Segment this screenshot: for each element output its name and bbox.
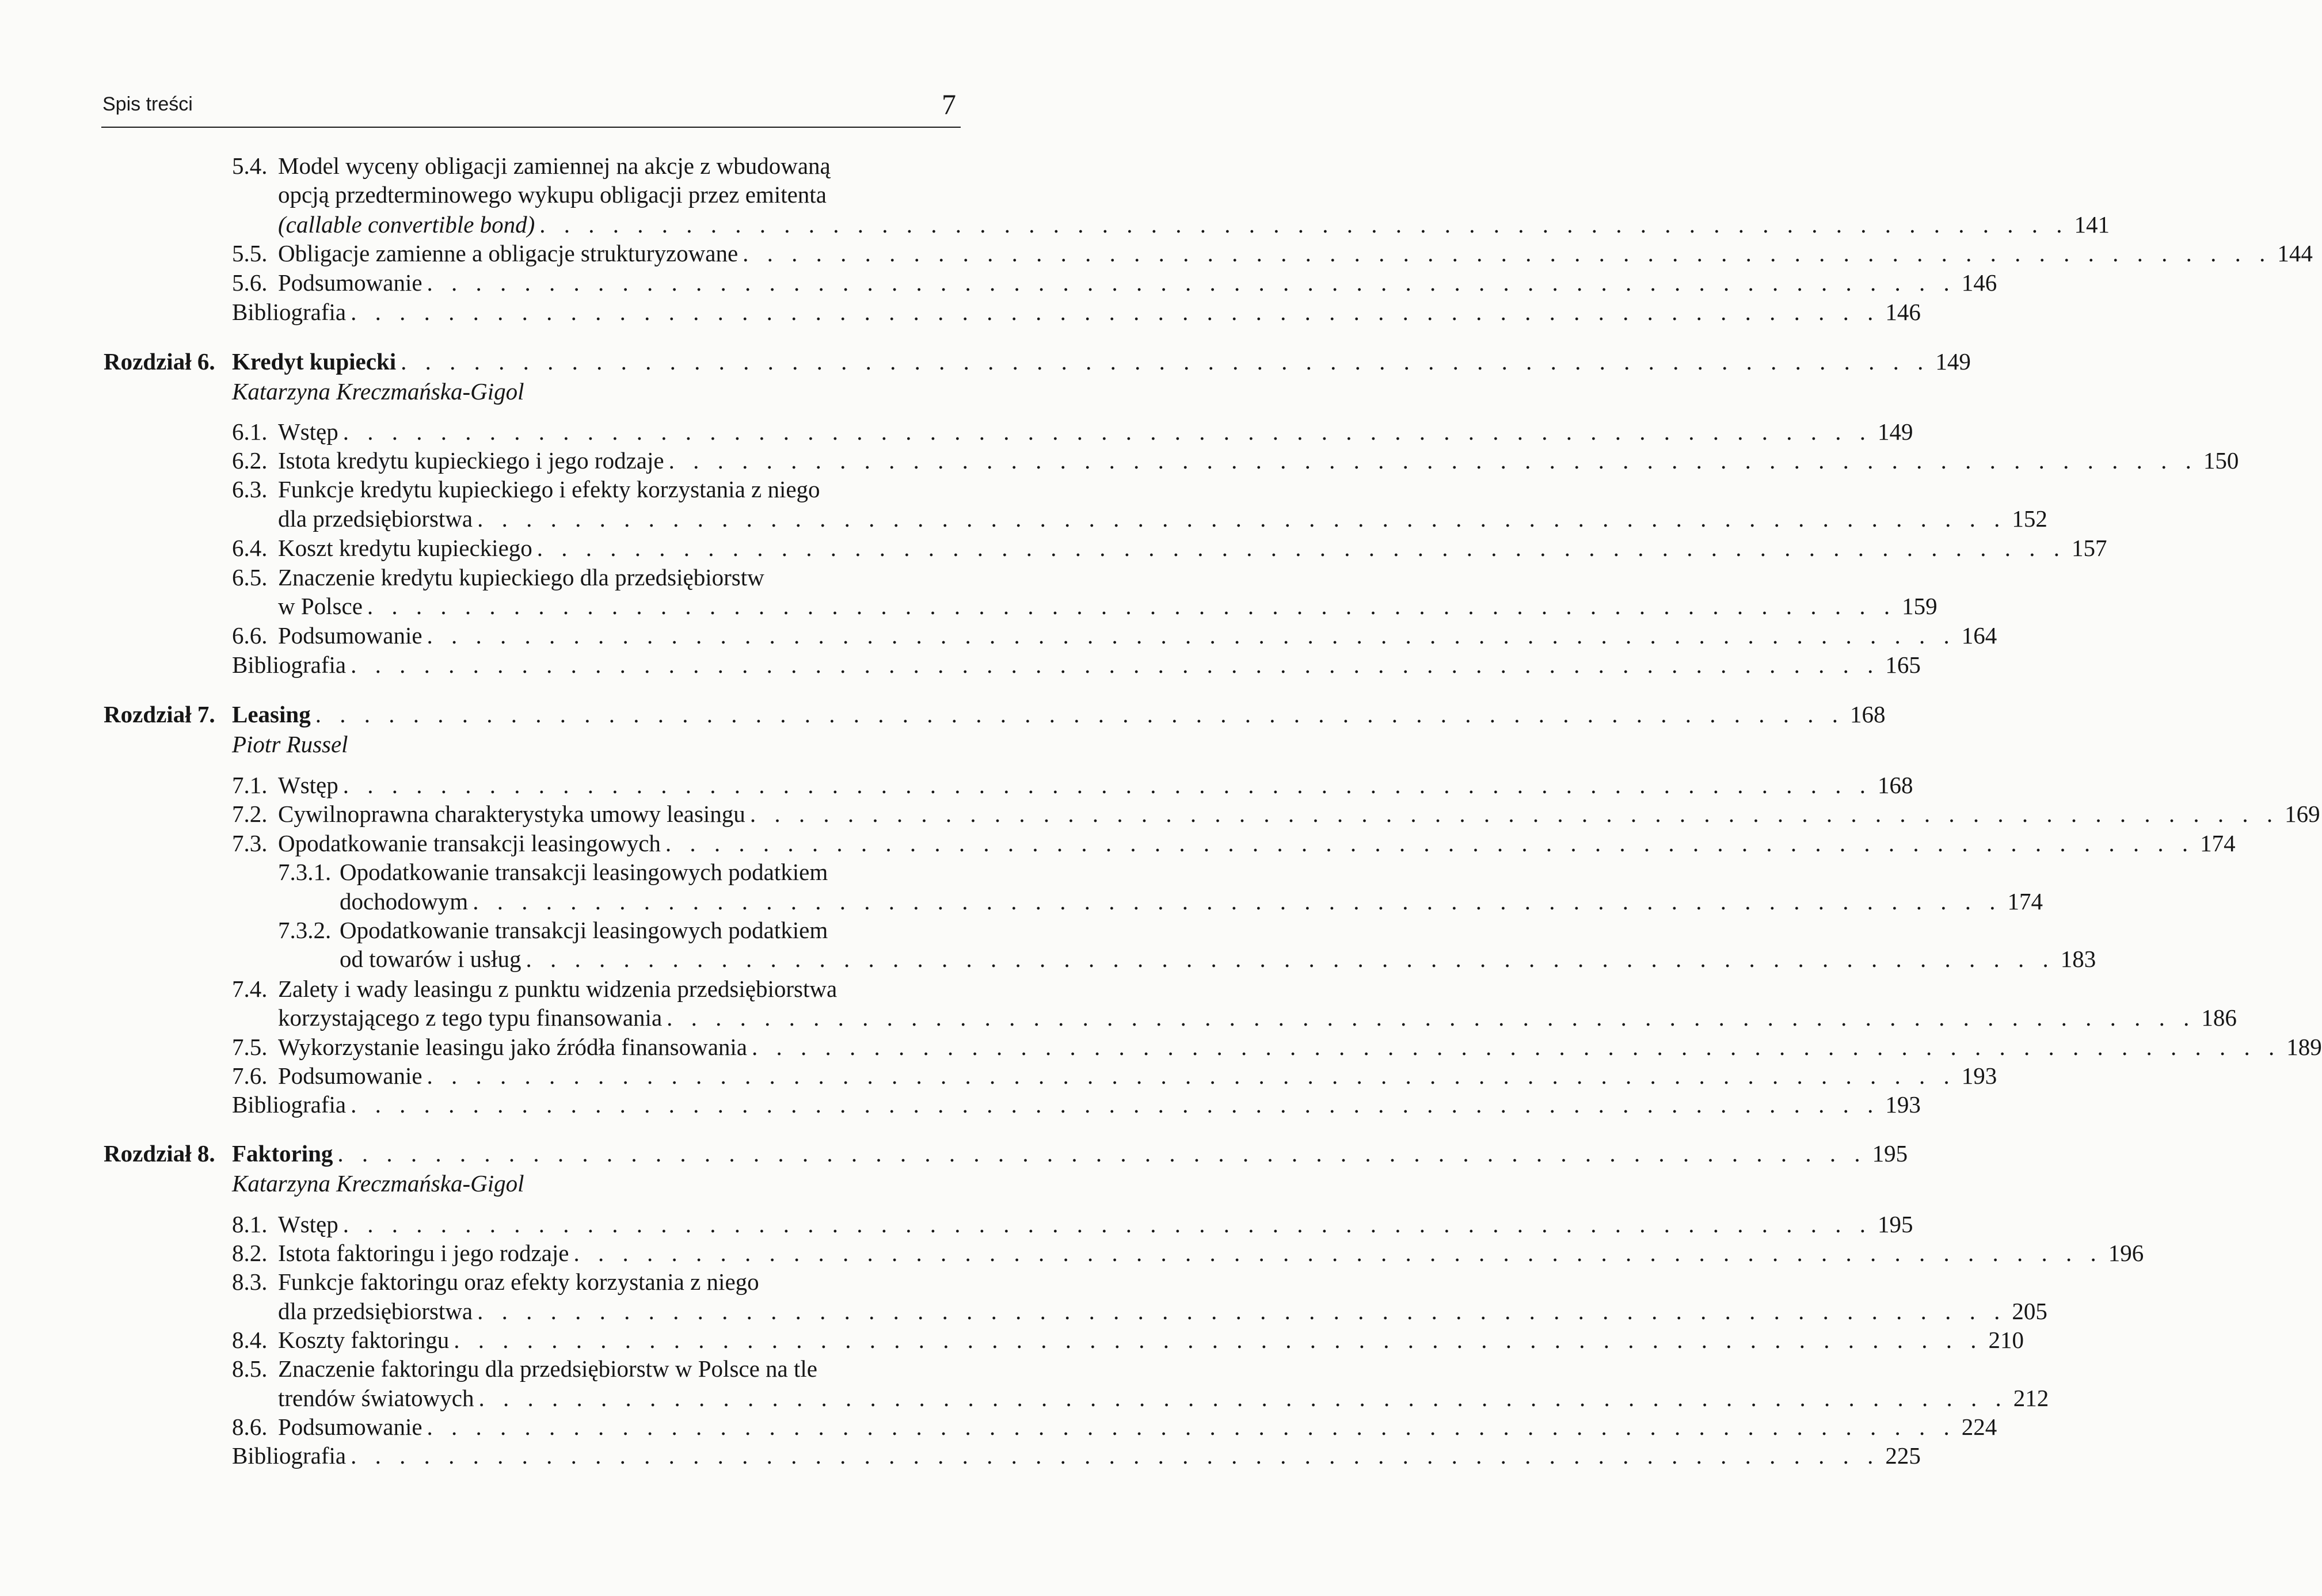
toc-entry-title: Wstęp	[278, 772, 338, 798]
toc-num: 8.5.	[232, 1355, 268, 1382]
toc-entry-title: od towarów i usług	[340, 946, 522, 972]
toc-entry-line[interactable]: Opodatkowanie transakcji leasingowych podatkiem	[340, 859, 828, 885]
toc-entry-title: (callable convertible bond)	[278, 211, 535, 238]
dot-leader: . . . . . . . . . . . . . . . . . . . . . . . . . . . . . . . . . . . . . . . . . . . . . . . . . . . . . . . . . . . . . . .	[427, 1414, 1956, 1440]
dot-leader: . . . . . . . . . . . . . . . . . . . . . . . . . . . . . . . . . . . . . . . . . . . . . . . . . . . . . . . . . . . . . . .	[539, 211, 2069, 238]
toc-entry-line[interactable]: Funkcje faktoringu oraz efekty korzystania z niego	[278, 1269, 759, 1295]
toc-num: 5.4.	[232, 153, 268, 179]
toc-page: 183	[2060, 946, 2096, 972]
toc-num: 7.3.2.	[278, 917, 332, 943]
toc-page: 157	[2072, 535, 2107, 561]
toc-num: 8.6.	[232, 1414, 268, 1440]
toc-entry-line[interactable]: Funkcje kredytu kupieckiego i efekty korzystania z niego	[278, 476, 820, 502]
toc-entry[interactable]	[278, 210, 2110, 239]
toc-num: 5.5.	[232, 240, 268, 266]
toc-entry-title: Bibliografia	[232, 299, 347, 325]
toc-entry-bibliography[interactable]	[232, 1441, 1921, 1470]
dot-leader: . . . . . . . . . . . . . . . . . . . . . . . . . . . . . . . . . . . . . . . . . . . . . . . . . . . . . . . . . . . . . . .	[473, 888, 2002, 915]
toc-page: 225	[1885, 1442, 1921, 1469]
toc-entry-line[interactable]: Model wyceny obligacji zamiennej na akcje z wbudowaną	[278, 153, 831, 179]
toc-num: 6.1.	[232, 418, 268, 445]
dot-leader: . . . . . . . . . . . . . . . . . . . . . . . . . . . . . . . . . . . . . . . . . . . . . . . . . . . . . . . . . . . . . . .	[367, 593, 1897, 619]
chapter-author: Piotr Russel	[232, 731, 348, 757]
toc-page: 224	[1961, 1414, 1997, 1440]
toc-page: 168	[1878, 772, 1913, 798]
toc-entry-line[interactable]: Znaczenie faktoringu dla przedsiębiorstw w Polsce na tle	[278, 1355, 817, 1382]
toc-entry[interactable]	[278, 1061, 1997, 1090]
dot-leader: . . . . . . . . . . . . . . . . . . . . . . . . . . . . . . . . . . . . . . . . . . . . . . . . . . . . . . . . . . . . . . .	[667, 1004, 2196, 1031]
toc-num: 7.3.1.	[278, 859, 332, 885]
toc-entry-title: Istota kredytu kupieckiego i jego rodzaje	[278, 447, 664, 474]
dot-leader: . . . . . . . . . . . . . . . . . . . . . . . . . . . . . . . . . . . . . . . . . . . . . . . . . . . . . . . . . . . . . . .	[477, 1298, 2007, 1324]
toc-page: 186	[2201, 1004, 2237, 1031]
dot-leader: . . . . . . . . . . . . . . . . . . . . . . . . . . . . . . . . . . . . . . . . . . . . . . . . . . . . . . . . . . . . . . .	[342, 772, 1872, 798]
toc-page: 164	[1961, 622, 1997, 649]
dot-leader: . . . . . . . . . . . . . . . . . . . . . . . . . . . . . . . . . . . . . . . . . . . . . . . . . . . . . . . . . . . . . . .	[351, 1442, 1880, 1469]
toc-page: 141	[2074, 211, 2110, 238]
header-page-number: 7	[942, 88, 956, 120]
toc-entry-title: Podsumowanie	[278, 1062, 422, 1089]
dot-leader: . . . . . . . . . . . . . . . . . . . . . . . . . . . . . . . . . . . . . . . . . . . . . . . . . . . . . . . . . . . . . . .	[427, 1062, 1956, 1089]
toc-num: 6.4.	[232, 535, 268, 561]
toc-entry-title: Podsumowanie	[278, 1414, 422, 1440]
toc-entry-line[interactable]: Opodatkowanie transakcji leasingowych podatkiem	[340, 917, 828, 943]
toc-num: 6.3.	[232, 476, 268, 502]
toc-page: 144	[2277, 240, 2313, 266]
chapter-title: Faktoring	[232, 1140, 333, 1167]
dot-leader: . . . . . . . . . . . . . . . . . . . . . . . . . . . . . . . . . . . . . . . . . . . . . . . . . . . . . . . . . . . . . . .	[342, 1211, 1872, 1237]
toc-entry-bibliography[interactable]	[232, 1090, 1921, 1119]
toc-entry[interactable]	[278, 268, 1997, 297]
toc-entry-title: Wykorzystanie leasingu jako źródła finansowania	[278, 1034, 747, 1060]
toc-chapter[interactable]	[232, 347, 1971, 376]
dot-leader: . . . . . . . . . . . . . . . . . . . . . . . . . . . . . . . . . . . . . . . . . . . . . . . . . . . . . . . . . . . . . . .	[478, 1385, 2008, 1411]
toc-page: 165	[1885, 652, 1921, 678]
toc-num: 7.1.	[232, 772, 268, 798]
toc-entry[interactable]	[278, 1239, 2144, 1267]
dot-leader: . . . . . . . . . . . . . . . . . . . . . . . . . . . . . . . . . . . . . . . . . . . . . . . . . . . . . . . . . . . . . . .	[337, 1140, 1867, 1167]
dot-leader: . . . . . . . . . . . . . . . . . . . . . . . . . . . . . . . . . . . . . . . . . . . . . . . . . . . . . . . . . . . . . . .	[536, 535, 2066, 561]
toc-entry-title: dla przedsiębiorstwa	[278, 505, 473, 532]
toc-entry-title: Cywilnoprawna charakterystyka umowy leasingu	[278, 801, 745, 827]
toc-page: 189	[2286, 1034, 2322, 1060]
toc-entry[interactable]	[278, 534, 2107, 562]
toc-entry[interactable]	[278, 1210, 1913, 1239]
toc-entry[interactable]	[340, 887, 2043, 916]
toc-page: 169	[2285, 801, 2320, 827]
dot-leader: . . . . . . . . . . . . . . . . . . . . . . . . . . . . . . . . . . . . . . . . . . . . . . . . . . . . . . . . . . . . . . .	[477, 505, 2007, 532]
toc-num: 7.6.	[232, 1062, 268, 1089]
toc-page: 193	[1961, 1062, 1997, 1089]
toc-page: 174	[2007, 888, 2043, 915]
dot-leader: . . . . . . . . . . . . . . . . . . . . . . . . . . . . . . . . . . . . . . . . . . . . . . . . . . . . . . . . . . . . . . .	[351, 1091, 1880, 1118]
toc-entry[interactable]	[278, 1003, 2237, 1032]
toc-entry[interactable]	[278, 1297, 2047, 1325]
toc-entry[interactable]	[278, 1412, 1997, 1441]
toc-entry[interactable]	[340, 944, 2096, 973]
toc-page: 196	[2108, 1240, 2144, 1266]
toc-entry-title: Bibliografia	[232, 1091, 347, 1118]
dot-leader: . . . . . . . . . . . . . . . . . . . . . . . . . . . . . . . . . . . . . . . . . . . . . . . . . . . . . . . . . . . . . . .	[315, 701, 1844, 727]
toc-page: 149	[1935, 348, 1971, 375]
toc-num: 7.2.	[232, 801, 268, 827]
toc-entry-title: Koszty faktoringu	[278, 1327, 450, 1353]
toc-entry[interactable]	[278, 829, 2236, 858]
chapter-author: Katarzyna Kreczmańska-Gigol	[232, 378, 524, 405]
toc-entry[interactable]	[278, 592, 1937, 620]
dot-leader: . . . . . . . . . . . . . . . . . . . . . . . . . . . . . . . . . . . . . . . . . . . . . . . . . . . . . . . . . . . . . . .	[665, 830, 2195, 856]
toc-entry-title: Podsumowanie	[278, 269, 422, 296]
dot-leader: . . . . . . . . . . . . . . . . . . . . . . . . . . . . . . . . . . . . . . . . . . . . . . . . . . . . . . . . . . . . . . .	[427, 622, 1956, 649]
toc-num: 7.4.	[232, 976, 268, 1002]
toc-page: 195	[1878, 1211, 1913, 1237]
toc-entry-bibliography[interactable]	[232, 298, 1921, 326]
dot-leader: . . . . . . . . . . . . . . . . . . . . . . . . . . . . . . . . . . . . . . . . . . . . . . . . . . . . . . . . . . . . . . .	[668, 447, 2198, 474]
toc-entry[interactable]	[278, 771, 1913, 799]
header-title: Spis treści	[102, 93, 193, 115]
toc-num: 8.1.	[232, 1211, 268, 1237]
running-header	[101, 86, 961, 128]
toc-page: 195	[1872, 1140, 1908, 1167]
toc-entry-title: Koszt kredytu kupieckiego	[278, 535, 532, 561]
toc-page: 210	[1988, 1327, 2024, 1353]
dot-leader: . . . . . . . . . . . . . . . . . . . . . . . . . . . . . . . . . . . . . . . . . . . . . . . . . . . . . . . . . . . . . . .	[526, 946, 2055, 972]
chapter-label: Rozdział 7.	[104, 701, 215, 727]
toc-entry-title: Wstęp	[278, 1211, 338, 1237]
toc-chapter[interactable]	[232, 700, 1886, 729]
dot-leader: . . . . . . . . . . . . . . . . . . . . . . . . . . . . . . . . . . . . . . . . . . . . . . . . . . . . . . . . . . . . . . .	[573, 1240, 2103, 1266]
toc-num: 6.2.	[232, 447, 268, 474]
toc-entry-title: Opodatkowanie transakcji leasingowych	[278, 830, 661, 856]
toc-num: 6.5.	[232, 564, 268, 591]
toc-num: 7.5.	[232, 1034, 268, 1060]
toc-entry[interactable]	[278, 417, 1913, 446]
chapter-author: Katarzyna Kreczmańska-Gigol	[232, 1170, 524, 1197]
dot-leader: . . . . . . . . . . . . . . . . . . . . . . . . . . . . . . . . . . . . . . . . . . . . . . . . . . . . . . . . . . . . . . .	[351, 299, 1880, 325]
chapter-label: Rozdział 8.	[104, 1140, 215, 1167]
toc-entry[interactable]	[278, 446, 2239, 475]
dot-leader: . . . . . . . . . . . . . . . . . . . . . . . . . . . . . . . . . . . . . . . . . . . . . . . . . . . . . . . . . . . . . . .	[454, 1327, 1983, 1353]
toc-entry-title: w Polsce	[278, 593, 363, 619]
toc-page: 174	[2200, 830, 2236, 856]
toc-entry[interactable]	[278, 799, 2320, 828]
toc-num: 5.6.	[232, 269, 268, 296]
toc-entry-title: Bibliografia	[232, 652, 347, 678]
toc-page: 150	[2203, 447, 2239, 474]
toc-entry-title: dochodowym	[340, 888, 469, 915]
toc-entry[interactable]	[278, 1325, 2024, 1354]
toc-entry-line[interactable]: Zalety i wady leasingu z punktu widzenia przedsiębiorstwa	[278, 976, 838, 1002]
toc-entry-line[interactable]: Znaczenie kredytu kupieckiego dla przedsiębiorstw	[278, 564, 764, 591]
toc-entry-title: Istota faktoringu i jego rodzaje	[278, 1240, 569, 1266]
toc-num: 8.4.	[232, 1327, 268, 1353]
chapter-title: Leasing	[232, 701, 311, 727]
dot-leader: . . . . . . . . . . . . . . . . . . . . . . . . . . . . . . . . . . . . . . . . . . . . . . . . . . . . . . . . . . . . . . .	[351, 652, 1880, 678]
toc-entry-title: Podsumowanie	[278, 622, 422, 649]
toc-page: 152	[2012, 505, 2047, 532]
toc-entry-title: dla przedsiębiorstwa	[278, 1298, 473, 1324]
toc-page: 146	[1961, 269, 1997, 296]
dot-leader: . . . . . . . . . . . . . . . . . . . . . . . . . . . . . . . . . . . . . . . . . . . . . . . . . . . . . . . . . . . . . . .	[427, 269, 1956, 296]
toc-entry[interactable]	[278, 1384, 2049, 1412]
dot-leader: . . . . . . . . . . . . . . . . . . . . . . . . . . . . . . . . . . . . . . . . . . . . . . . . . . . . . . . . . . . . . . .	[401, 348, 1930, 375]
toc-entry[interactable]	[278, 239, 2313, 268]
toc-page: 205	[2012, 1298, 2047, 1324]
chapter-label: Rozdział 6.	[104, 348, 215, 375]
toc-entry[interactable]	[278, 1033, 2322, 1061]
toc-entry[interactable]	[278, 621, 1997, 650]
toc-entry-title: Wstęp	[278, 418, 338, 445]
toc-chapter[interactable]	[232, 1139, 1908, 1168]
toc-entry[interactable]	[278, 504, 2047, 533]
dot-leader: . . . . . . . . . . . . . . . . . . . . . . . . . . . . . . . . . . . . . . . . . . . . . . . . . . . . . . . . . . . . . . .	[749, 801, 2279, 827]
toc-page: 168	[1849, 701, 1886, 727]
toc-page: 146	[1885, 299, 1921, 325]
toc-page: 159	[1902, 593, 1937, 619]
toc-num: 7.3.	[232, 830, 268, 856]
toc-entry-line[interactable]: opcją przedterminowego wykupu obligacji przez emitenta	[278, 181, 827, 208]
toc-num: 6.6.	[232, 622, 268, 649]
toc-entry-title: Bibliografia	[232, 1442, 347, 1469]
toc-page: 193	[1885, 1091, 1921, 1118]
toc-page: 212	[2013, 1385, 2049, 1411]
toc-num: 8.2.	[232, 1240, 268, 1266]
dot-leader: . . . . . . . . . . . . . . . . . . . . . . . . . . . . . . . . . . . . . . . . . . . . . . . . . . . . . . . . . . . . . . .	[342, 418, 1872, 445]
dot-leader: . . . . . . . . . . . . . . . . . . . . . . . . . . . . . . . . . . . . . . . . . . . . . . . . . . . . . . . . . . . . . . .	[751, 1034, 2281, 1060]
dot-leader: . . . . . . . . . . . . . . . . . . . . . . . . . . . . . . . . . . . . . . . . . . . . . . . . . . . . . . . . . . . . . . .	[743, 240, 2272, 266]
chapter-title: Kredyt kupiecki	[232, 348, 397, 375]
toc-entry-title: trendów światowych	[278, 1385, 474, 1411]
toc-num: 8.3.	[232, 1269, 268, 1295]
toc-entry-bibliography[interactable]	[232, 650, 1921, 679]
toc-page: 149	[1878, 418, 1913, 445]
toc-entry-title: korzystającego z tego typu finansowania	[278, 1004, 663, 1031]
toc-entry-title: Obligacje zamienne a obligacje strukturyzowane	[278, 240, 739, 266]
